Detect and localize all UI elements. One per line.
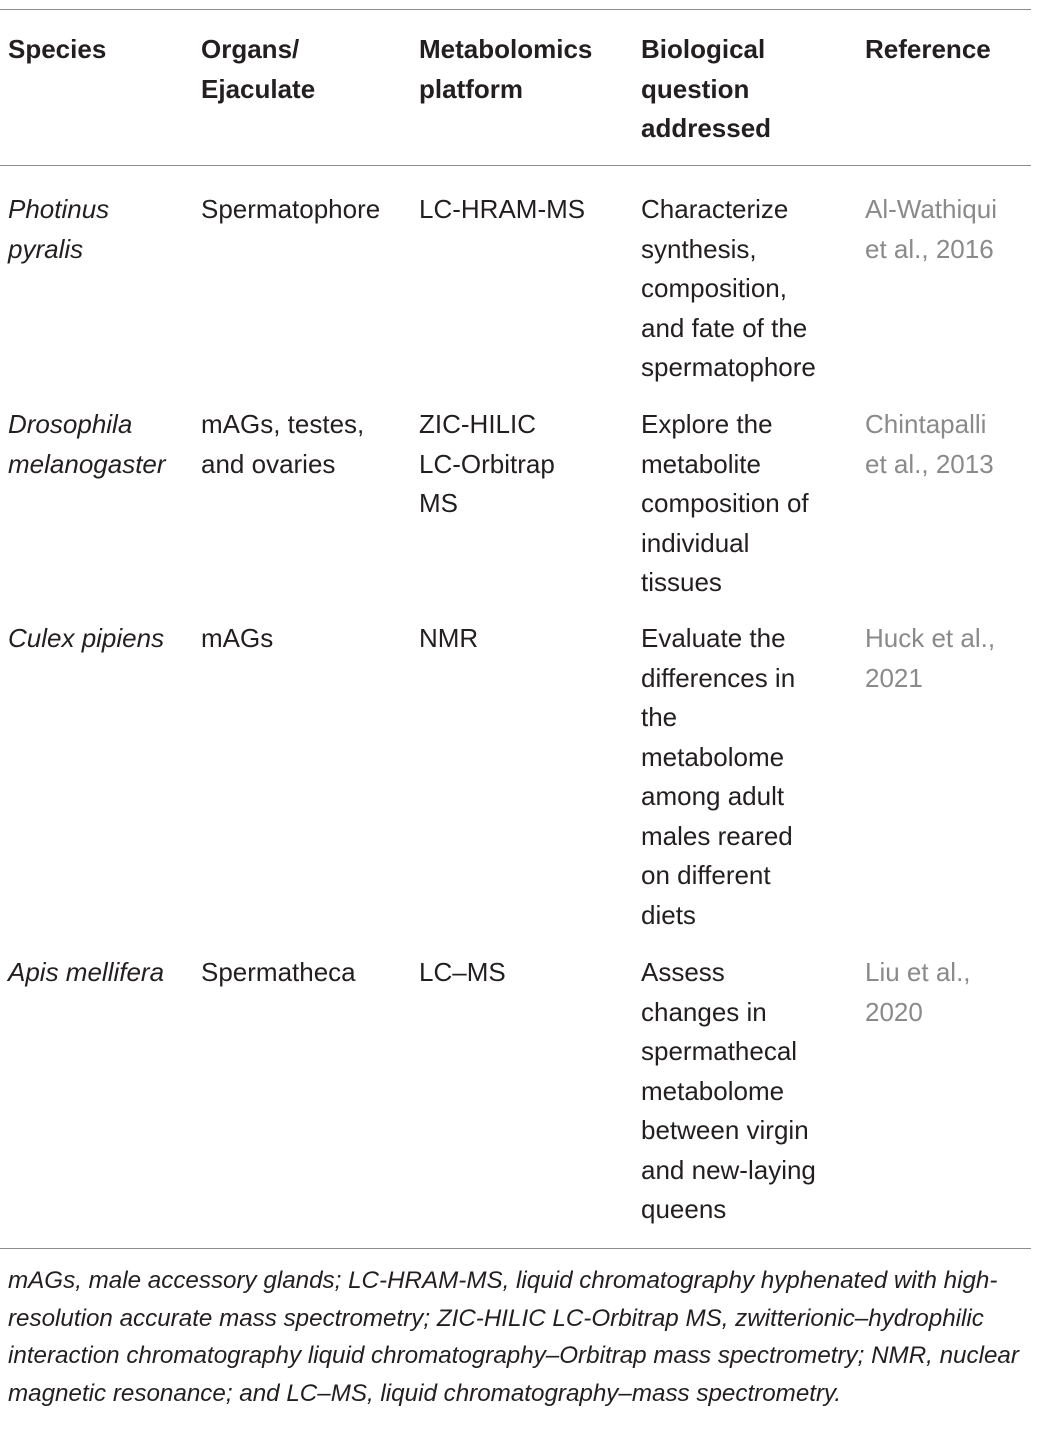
row-2-reference[interactable]: Chintapalli et al., 2013	[865, 409, 994, 479]
row-1-platform: LC-HRAM-MS	[419, 194, 586, 224]
table-bottom-rule	[0, 1248, 1031, 1249]
row-4-organs: Spermatheca	[201, 957, 356, 987]
header-question: Biological question addressed	[641, 34, 772, 143]
header-platform: Metabolomics platform	[419, 34, 593, 104]
row-3-platform: NMR	[419, 623, 479, 653]
row-3-species: Culex pipiens	[8, 623, 165, 653]
header-reference: Reference	[865, 34, 991, 64]
header-species: Species	[8, 34, 107, 64]
row-1-reference[interactable]: Al-Wathiqui et al., 2016	[865, 194, 997, 264]
row-4-question: Assess changes in spermathecal metabolome between virgin and new-laying queens	[641, 957, 816, 1224]
row-4-platform: LC–MS	[419, 957, 506, 987]
row-2-species: Drosophila melanogaster	[8, 409, 166, 479]
row-3-organs: mAGs	[201, 623, 274, 653]
row-2-question: Explore the metabolite composition of individual tissues	[641, 409, 809, 597]
header-rule	[0, 165, 1031, 166]
row-3-question: Evaluate the differences in the metabolome among adult males reared on different diets	[641, 623, 796, 930]
row-4-reference[interactable]: Liu et al., 2020	[865, 957, 971, 1027]
row-4-species: Apis mellifera	[8, 957, 165, 987]
table-top-rule	[0, 9, 1031, 10]
row-2-platform: ZIC-HILIC LC-Orbitrap MS	[419, 409, 555, 518]
header-organs: Organs/ Ejaculate	[201, 34, 316, 104]
table-footnote: mAGs, male accessory glands; LC-HRAM-MS, liquid chromatography hyphenated with high-resolution accurate mass spectrometry; ZIC-HILIC LC-Orbitrap MS, zwitterionic–hydrophilic interaction chromatography liquid chromatography–Orbitrap mass spectrometry; NMR, nuclear magnetic resonance; and LC–MS, liquid chromatography–mass spectrometry.	[8, 1267, 1019, 1407]
row-2-organs: mAGs, testes, and ovaries	[201, 409, 365, 479]
row-1-question: Characterize synthesis, composition, and fate of the spermatophore	[641, 194, 816, 382]
row-1-species: Photinus pyralis	[8, 194, 110, 264]
row-1-organs: Spermatophore	[201, 194, 381, 224]
row-3-reference[interactable]: Huck et al., 2021	[865, 623, 996, 693]
